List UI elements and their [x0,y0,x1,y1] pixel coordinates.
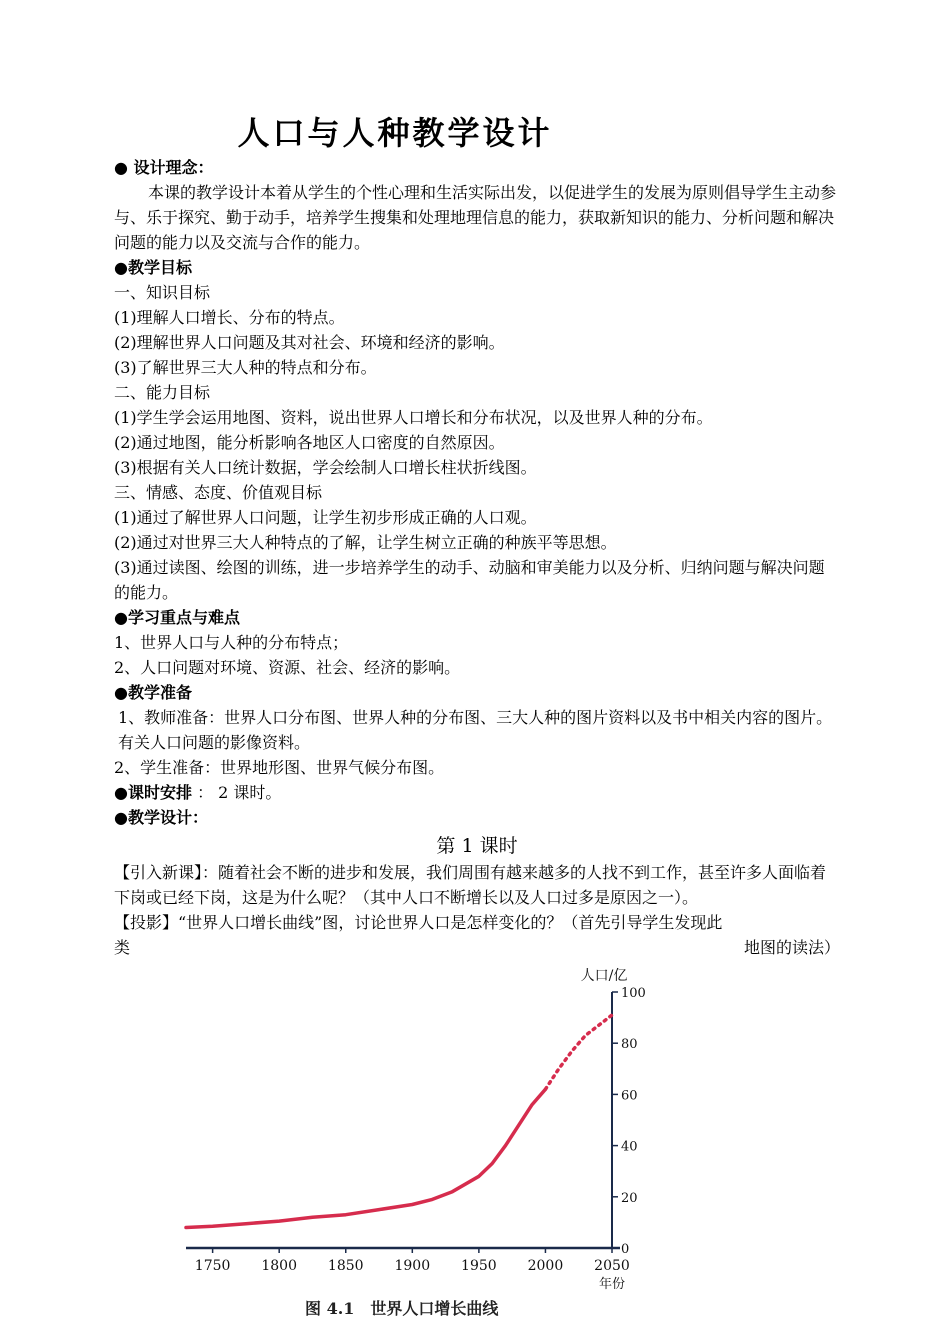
ability-item-3: (3)根据有关人口统计数据，学会绘制人口增长柱状折线图。 [114,458,537,477]
ability-item-2: (2)通过地图，能分析影响各地区人口密度的自然原因。 [114,433,505,452]
key-item-2: 2、人口问题对环境、资源、社会、经济的影响。 [114,658,461,677]
y-tick-label: 0 [621,1242,630,1257]
chart-caption: 图 4.1 世界人口增长曲线 [305,1299,499,1318]
emotion-item-1: (1)通过了解世界人口问题，让学生初步形成正确的人口观。 [114,508,537,527]
key-item-1: 1、世界人口与人种的分布特点； [114,633,349,652]
knowledge-item-3: (3)了解世界三大人种的特点和分布。 [114,358,377,377]
schedule-line [114,780,840,805]
x-tick-label: 1850 [327,1258,364,1274]
ability-heading: 二、能力目标 [114,383,211,402]
knowledge-item-1: (1)理解人口增长、分布的特点。 [114,308,345,327]
population-series-projected [545,1015,612,1089]
idea-text: 本课的教学设计本着从学生的个性心理和生活实际出发，以促进学生的发展为原则倡导学生主动参与、乐于探究、勤于动手，培养学生搜集和处理地理信息的能力，获取新知识的能力、分析问题和解决问题的能力以及交流与合作的能力。 [114,183,837,252]
projection-text: 【投影】“世界人口增长曲线”图，讨论世界人口是怎样变化的？（首先引导学生发现此 [114,913,723,932]
population-chart-svg [160,962,660,1332]
emotion-heading: 三、情感、态度、价值观目标 [114,483,323,502]
key-heading: ●学习重点与难点 [114,608,240,627]
x-tick-label: 1750 [194,1258,231,1274]
page-title: 人口与人种教学设计 [237,114,553,152]
y-tick-label: 100 [621,986,646,1001]
projection-text-cont [114,935,840,960]
lesson-title: 第 1 课时 [436,835,518,857]
prep-heading: ●教学准备 [114,683,192,702]
projection-text-right: 地图的读法） [743,938,840,957]
x-tick-label: 1900 [394,1258,431,1274]
knowledge-heading: 一、知识目标 [114,283,211,302]
intro-text: 【引入新课】：随着社会不断的进步和发展，我们周围有越来越多的人找不到工作，甚至许多人面临着下岗或已经下岗，这是为什么呢？（其中人口不断增长以及人口过多是原因之一）。 [114,863,827,907]
document-body [114,155,840,960]
x-tick-label: 1950 [461,1258,497,1274]
design-heading: ●教学设计： [114,808,208,827]
ability-item-1: (1)学生学会运用地图、资料，说出世界人口增长和分布状况，以及世界人种的分布。 [114,408,713,427]
emotion-item-3: (3)通过读图、绘图的训练，进一步培养学生的动手、动脑和审美能力以及分析、归纳问题与解决问题的能力。 [114,558,825,602]
x-tick-label: 2050 [594,1258,630,1274]
population-series-historical [186,1089,545,1227]
emotion-item-2: (2)通过对世界三大人种特点的了解，让学生树立正确的种族平等思想。 [114,533,617,552]
schedule-heading: ●课时安排 [114,783,192,802]
y-axis-label: 人口/亿 [580,968,628,984]
y-tick-label: 20 [621,1190,638,1206]
y-tick-label: 80 [621,1037,638,1053]
prep-item-2: 2、学生准备：世界地形图、世界气候分布图。 [114,758,445,777]
projection-text-left: 类 [114,938,131,957]
knowledge-item-2: (2)理解世界人口问题及其对社会、环境和经济的影响。 [114,333,505,352]
goal-heading: ●教学目标 [114,258,192,277]
y-tick-label: 60 [621,1088,638,1104]
idea-heading: ● 设计理念： [114,158,214,177]
schedule-text: ： 2 课时。 [197,783,282,802]
x-axis-label: 年份 [598,1277,626,1292]
x-tick-label: 2000 [527,1258,564,1274]
y-tick-label: 40 [621,1139,638,1155]
population-chart [160,962,660,1332]
prep-item-1: 1、教师准备：世界人口分布图、世界人种的分布图、三大人种的图片资料以及书中相关内容的图片。 有关人口问题的影像资料。 [118,708,833,752]
x-tick-label: 1800 [261,1258,298,1274]
